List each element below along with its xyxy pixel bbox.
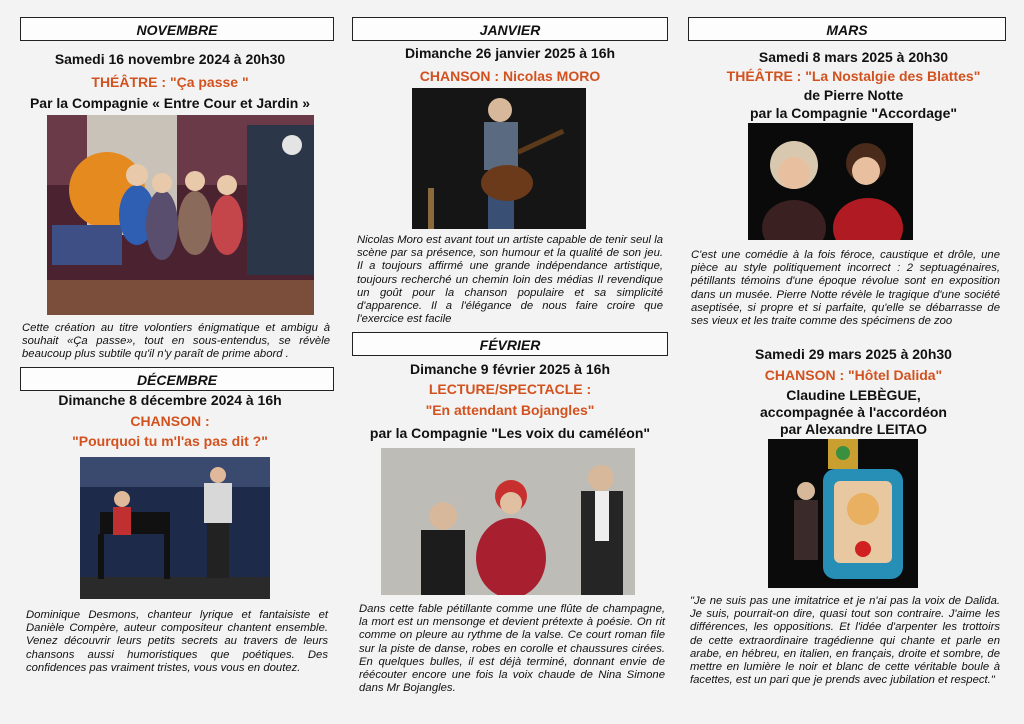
month-header-mars: MARS (688, 17, 1006, 41)
event-genre: CHANSON : Nicolas MORO (419, 68, 601, 84)
event-genre: CHANSON : "Hôtel Dalida" (764, 367, 943, 383)
event-accompaniment: accompagnée à l'accordéon (760, 404, 947, 420)
event-date: Dimanche 26 janvier 2025 à 16h (404, 45, 616, 61)
event-genre: LECTURE/SPECTACLE : (428, 381, 592, 397)
month-header-decembre: DÉCEMBRE (20, 367, 334, 391)
event-artist: Claudine LEBÈGUE, (786, 387, 921, 403)
column-mars (683, 0, 1024, 724)
event-company: par la Compagnie "Les voix du caméléon" (369, 425, 651, 441)
event-date: Dimanche 9 février 2025 à 16h (409, 361, 610, 377)
month-header-janvier: JANVIER (352, 17, 668, 41)
event-description: "Je ne suis pas une imitatrice et je n'ai pas la voix de Dalida. Je suis, pourrait-on dire, quasi tout son contraire. J'aime les différences, les oppositions. Et l'idée d'arpenter les trottoirs de cette extraordinaire tragédienne qui chante et parle en arabe, en hébreu, en italien, en français, droite et sombre, de mettre en lumière le noir et blanc de cette véritable boule à facettes, est un pari que je prends avec jubilation et respect." (690, 595, 1000, 687)
event-genre: CHANSON : (130, 413, 210, 429)
column-janvier-fevrier (345, 0, 675, 724)
column-novembre-decembre (0, 0, 340, 724)
photo-en-attendant-bojangles (381, 448, 635, 595)
event-date: Samedi 8 mars 2025 à 20h30 (758, 49, 949, 65)
photo-ca-passe (47, 115, 314, 315)
event-date: Samedi 16 novembre 2024 à 20h30 (54, 51, 286, 67)
event-company: par la Compagnie "Accordage" (750, 105, 957, 121)
event-description: Cette création au titre volontiers énigmatique et ambigu à souhait «Ça passe», tout en sous-entendus, se révèle beaucoup plus subtile qu'il n'y paraît de prime abord . (22, 322, 330, 361)
photo-la-nostalgie-des-blattes (748, 123, 913, 240)
event-title: "En attendant Bojangles" (425, 402, 595, 418)
month-header-novembre: NOVEMBRE (20, 17, 334, 41)
event-author: de Pierre Notte (803, 87, 904, 103)
event-description: Nicolas Moro est avant tout un artiste capable de tenir seul la scène par sa présence, son humour et la qualité de son jeu. Il a toujours affirmé une grande indépendance artistique, toujours recherché un chemin loin des médias Il revendique un goût pour la chanson populaire et sa simplicité d'apparence. Il a l'élégance de nous faire croire que l'exercice est facile (357, 234, 663, 326)
event-description: Dominique Desmons, chanteur lyrique et fantaisiste et Danièle Compère, auteur compositeur chantent ensemble. Venez découvrir leurs petits secrets au travers de leurs chansons aussi humoristiques que poétiques. Des confidences pas vraiment tristes, vous vous en doutez. (26, 609, 328, 674)
photo-nicolas-moro (412, 88, 586, 229)
event-title: "Pourquoi tu m'l'as pas dit ?" (72, 433, 268, 449)
event-description: Dans cette fable pétillante comme une flûte de champagne, la mort est un mensonge et devient prétexte à poésie. On rit comme on pleure au rythme de la valse. Ce court roman file sur la piste de danse, robes en corolle et chaussures cirées. En quelques bulles, il est déjà terminé, donnant envie de réécouter encore une fois la voix chaude de Nina Simone dans Mr Bojangles. (359, 603, 665, 695)
event-genre: THÉÂTRE : "Ça passe " (91, 74, 249, 90)
photo-hotel-dalida (768, 439, 918, 588)
event-date: Dimanche 8 décembre 2024 à 16h (58, 392, 282, 408)
event-accompanist: par Alexandre LEITAO (779, 421, 928, 437)
event-genre: THÉÂTRE : "La Nostalgie des Blattes" (726, 68, 981, 84)
event-description: C'est une comédie à la fois féroce, caustique et drôle, une pièce au style politiquement incorrect : 2 septuagénaires, pétillants témoins d'une époque révolue sont en exposition dans un musée. Pierre Notte révèle le tragique d'une société aseptisée, si propre et si parfaite, qu'elle se débarrasse de ses vieux et les traite comme des spécimens de zoo (691, 249, 1000, 328)
photo-pourquoi-tu-mlas-pas-dit (80, 457, 270, 599)
event-company: Par la Compagnie « Entre Cour et Jardin » (29, 95, 311, 111)
month-header-fevrier: FÉVRIER (352, 332, 668, 356)
event-date: Samedi 29 mars 2025 à 20h30 (755, 346, 952, 362)
